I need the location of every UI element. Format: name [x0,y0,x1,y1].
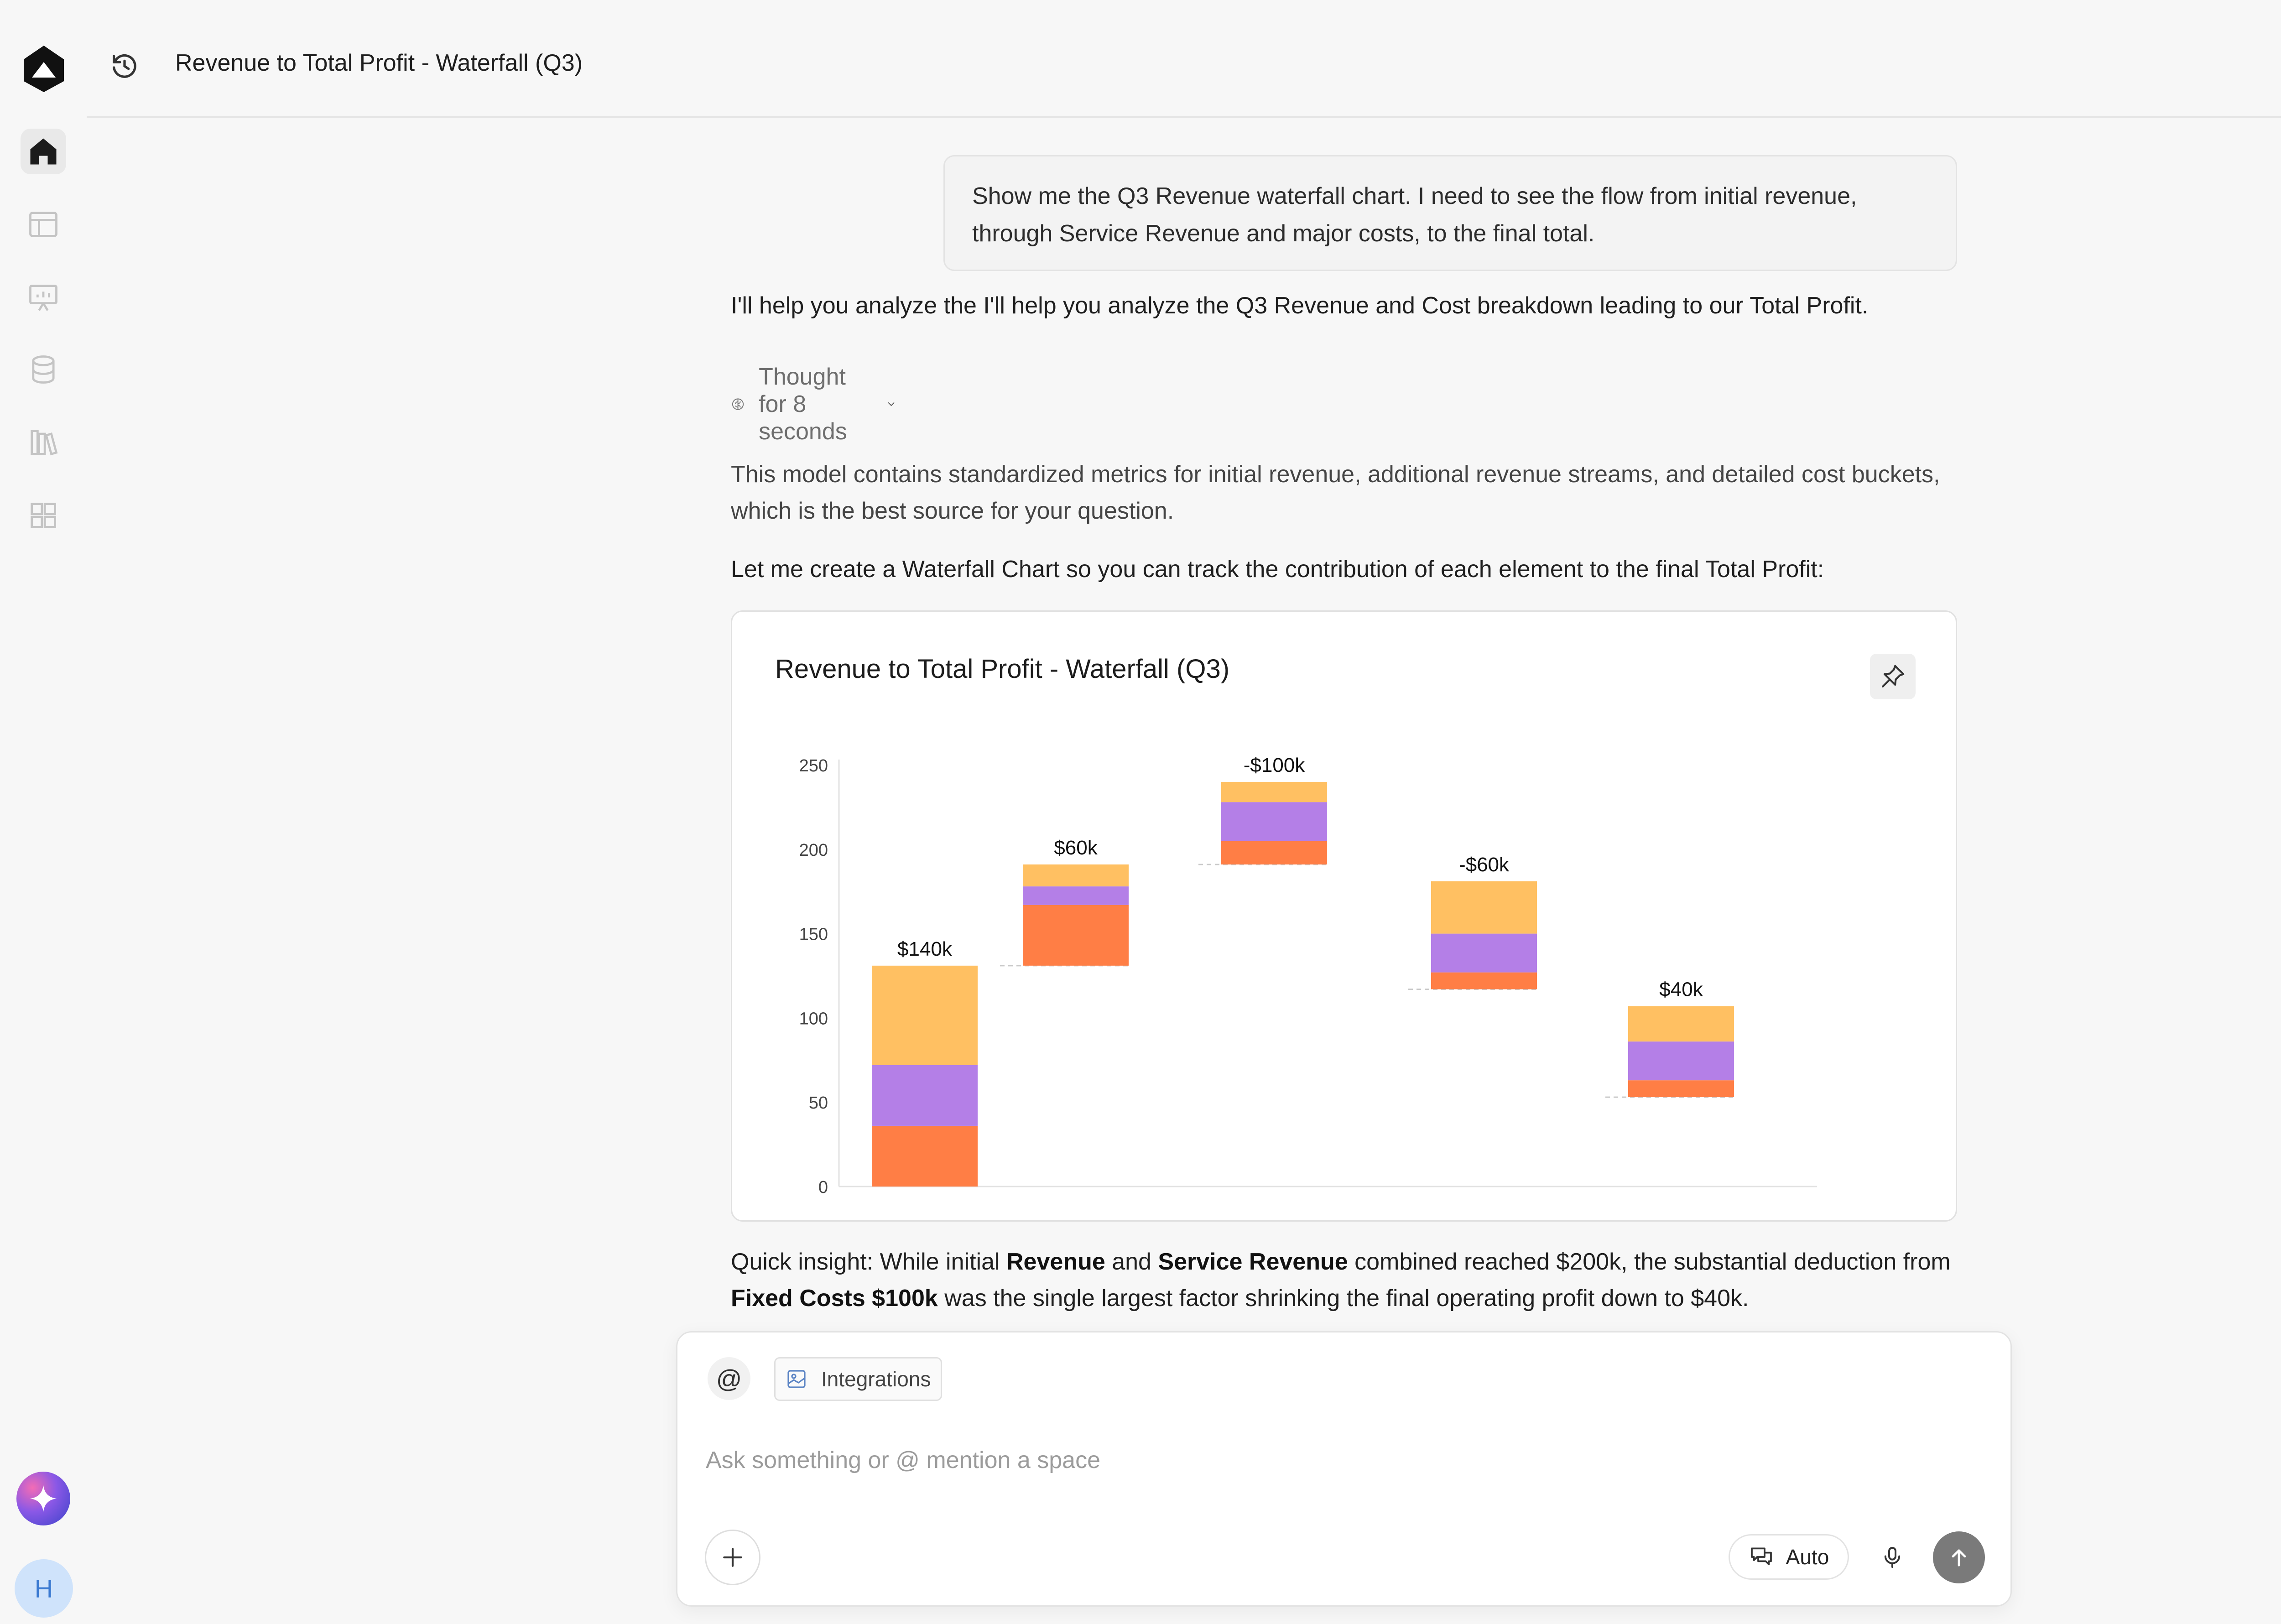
nav-presentations[interactable] [21,275,66,320]
composer [676,1331,2012,1607]
presentation-icon [26,280,61,315]
y-tick-label: 0 [818,1178,828,1197]
nav-data[interactable] [21,347,66,392]
chevron-down-icon [886,393,896,415]
database-icon [26,352,61,387]
history-icon[interactable] [109,50,141,82]
insight-text-1: Quick insight: While initial [731,1249,1006,1275]
bar-segment [1628,1006,1734,1042]
chat-title: Revenue to Total Profit - Waterfall (Q3) [175,50,583,76]
bar-segment [1023,864,1129,886]
mode-selector[interactable] [1729,1534,1849,1580]
apps-grid-icon [26,498,61,533]
y-tick-label: 50 [808,1093,828,1113]
bar-segment [1628,1080,1734,1097]
y-tick-label: 250 [799,756,828,776]
bar-segment [1023,886,1129,905]
thought-toggle[interactable] [731,364,897,445]
bar-segment [1431,881,1537,934]
insight-text-2: and [1105,1249,1158,1275]
arrow-up-icon [1947,1546,1971,1569]
nav-library[interactable] [21,420,66,465]
model-note: This model contains standardized metrics for initial revenue, additional revenue streams, and detailed cost buckets, which is the best source for your question. [731,461,1940,524]
bar-segment [872,1126,978,1187]
quick-insight [731,1244,1963,1330]
chart-title: Revenue to Total Profit - Waterfall (Q3) [775,654,1230,684]
y-tick-label: 150 [799,925,828,944]
bar-data-label: -$100k [1243,754,1305,776]
bar-segment [1221,802,1327,841]
assistant-intro: I'll help you analyze the I'll help you analyze the Q3 Revenue and Cost breakdown leading to our Total Profit. [731,292,1869,319]
nav-tables[interactable] [21,202,66,247]
waterfall-chart [732,612,1958,1223]
microphone-icon [1880,1545,1905,1570]
library-icon [26,425,61,460]
chart-lead-text: Let me create a Waterfall Chart so you can track the contribution of each element to the final Total Profit: [731,556,1824,583]
home-icon [26,134,61,169]
chat-header [87,0,2281,118]
send-button[interactable] [1933,1531,1985,1583]
add-attachment-button[interactable] [705,1530,760,1585]
integrations-label: Integrations [821,1367,931,1391]
bar-segment [1431,934,1537,973]
nav-apps[interactable] [21,493,66,538]
chart-card [731,610,1957,1222]
insight-bold-revenue: Revenue [1006,1249,1105,1275]
app-logo[interactable] [22,44,66,94]
bar-segment [872,1065,978,1126]
integrations-icon [786,1368,807,1390]
user-message: Show me the Q3 Revenue waterfall chart. I need to see the flow from initial revenue, through Service Revenue and major costs, to the final total. [943,155,1957,271]
nav-home[interactable] [21,129,66,174]
mention-button[interactable]: @ [708,1357,750,1400]
y-tick-label: 100 [799,1009,828,1029]
chat-bubbles-icon [1749,1544,1774,1570]
table-icon [26,207,61,242]
bar-data-label: $140k [897,937,952,960]
chat-input[interactable] [705,1437,1982,1483]
bar-segment [1221,841,1327,864]
voice-input-button[interactable] [1872,1537,1913,1578]
bar-segment [1628,1041,1734,1080]
bar-segment [872,966,978,1065]
bar-segment [1431,973,1537,989]
sparkle-icon [27,1483,59,1515]
plus-icon [720,1545,745,1570]
insight-bold-fixed-costs: Fixed Costs $100k [731,1285,938,1312]
y-tick-label: 200 [799,840,828,860]
integrations-button[interactable] [774,1357,942,1401]
thought-label: Thought for 8 seconds [759,364,847,445]
insight-text-4: was the single largest factor shrinking the final operating profit down to $40k. [937,1285,1749,1312]
insight-text-3: combined reached $200k, the substantial deduction from [1348,1249,1951,1275]
bar-data-label: $40k [1659,978,1703,1001]
ai-assistant-button[interactable] [16,1472,70,1525]
bar-segment [1221,782,1327,802]
bar-data-label: -$60k [1458,854,1510,876]
left-rail [0,0,87,1624]
bar-data-label: $60k [1054,837,1098,859]
bar-segment [1023,905,1129,966]
insight-bold-service-revenue: Service Revenue [1158,1249,1348,1275]
brain-icon [731,390,745,419]
mode-label: Auto [1786,1545,1829,1569]
user-avatar[interactable]: H [15,1559,73,1618]
